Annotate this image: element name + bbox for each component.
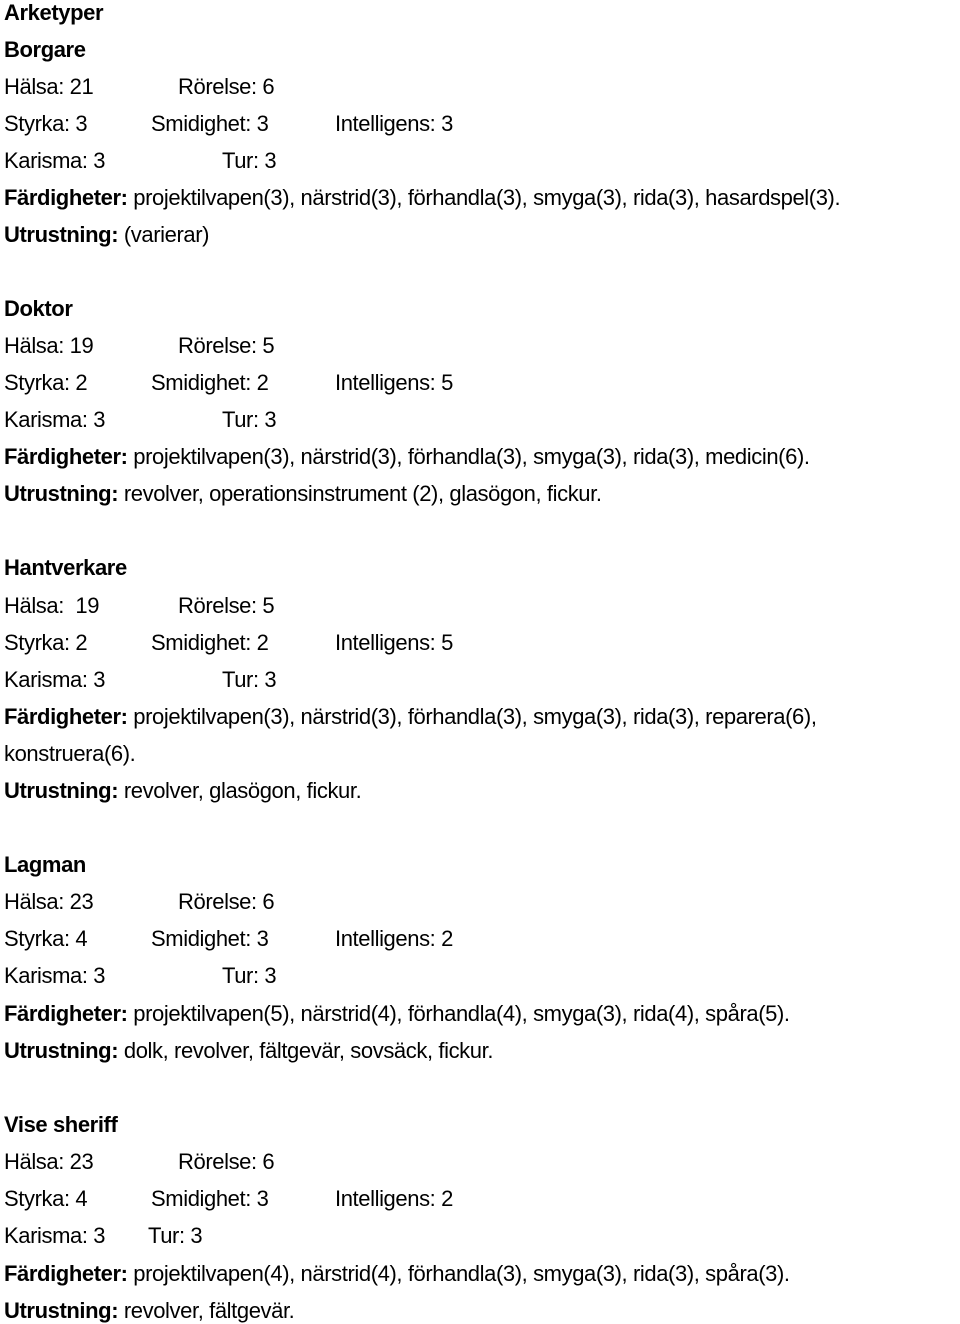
equipment-line [4,1298,294,1324]
equipment-value: revolver, glasögon, fickur. [123,778,362,803]
skills-line [4,704,817,730]
equipment-line [4,222,209,248]
skills-line-cont: konstruera(6). [4,741,136,766]
stats-row-1 [4,593,904,619]
stat-intelligens: Intelligens: 3 [335,111,453,136]
stats-row-1 [4,74,904,100]
stat-rorelse: Rörelse: 6 [178,889,275,914]
stat-tur: Tur: 3 [148,1223,203,1248]
equipment-label: Utrustning: [4,1038,119,1063]
stat-intelligens: Intelligens: 5 [335,630,453,655]
archetype-name: Vise sheriff [4,1112,118,1137]
archetype-name: Doktor [4,296,73,321]
skills-value: projektilvapen(3), närstrid(3), förhandla(3), smyga(3), rida(3), hasardspel(3). [133,185,841,210]
stat-smidighet: Smidighet: 2 [151,630,269,655]
skills-label: Färdigheter: [4,185,128,210]
stat-rorelse: Rörelse: 6 [178,74,275,99]
stat-styrka: Styrka: 2 [4,630,88,655]
equipment-line [4,481,602,507]
equipment-value: revolver, operationsinstrument (2), glasögon, fickur. [123,481,602,506]
skills-value: projektilvapen(3), närstrid(3), förhandla(3), smyga(3), rida(3), reparera(6), [133,704,817,729]
stats-row-2 [4,926,904,952]
stat-smidighet: Smidighet: 3 [151,926,269,951]
equipment-label: Utrustning: [4,778,119,803]
stat-rorelse: Rörelse: 5 [178,593,275,618]
equipment-value: (varierar) [123,222,210,247]
skills-value: projektilvapen(3), närstrid(3), förhandla(3), smyga(3), rida(3), medicin(6). [133,444,810,469]
stats-row-3 [4,963,904,989]
stat-halsa: Hälsa: 23 [4,889,94,914]
stat-intelligens: Intelligens: 2 [335,926,453,951]
stat-rorelse: Rörelse: 5 [178,333,275,358]
stat-smidighet: Smidighet: 3 [151,111,269,136]
skills-label: Färdigheter: [4,1261,128,1286]
equipment-label: Utrustning: [4,222,119,247]
stats-row-2 [4,111,904,137]
stat-halsa: Hälsa: 23 [4,1149,94,1174]
stats-row-1 [4,333,904,359]
stat-smidighet: Smidighet: 2 [151,370,269,395]
stat-styrka: Styrka: 4 [4,926,88,951]
stat-karisma: Karisma: 3 [4,1223,106,1248]
skills-label: Färdigheter: [4,1001,128,1026]
stat-tur: Tur: 3 [222,667,277,692]
skills-line [4,1261,790,1287]
stat-intelligens: Intelligens: 5 [335,370,453,395]
archetype-name: Hantverkare [4,555,127,580]
stat-halsa: Hälsa: 19 [4,593,100,618]
stat-rorelse: Rörelse: 6 [178,1149,275,1174]
stats-row-2 [4,1186,904,1212]
document-title: Arketyper [4,0,104,25]
stats-row-1 [4,889,904,915]
stat-styrka: Styrka: 4 [4,1186,88,1211]
skills-label: Färdigheter: [4,444,128,469]
stat-tur: Tur: 3 [222,963,277,988]
stat-karisma: Karisma: 3 [4,963,106,988]
skills-label: Färdigheter: [4,704,128,729]
stat-intelligens: Intelligens: 2 [335,1186,453,1211]
stats-row-3 [4,148,904,174]
equipment-line [4,1038,493,1064]
equipment-label: Utrustning: [4,481,119,506]
equipment-label: Utrustning: [4,1298,119,1323]
archetype-name: Lagman [4,852,86,877]
stat-styrka: Styrka: 2 [4,370,88,395]
equipment-line [4,778,361,804]
stats-row-3 [4,1223,904,1249]
skills-value: projektilvapen(5), närstrid(4), förhandla(4), smyga(3), rida(4), spåra(5). [133,1001,790,1026]
stat-karisma: Karisma: 3 [4,667,106,692]
skills-line [4,444,810,470]
archetype-name: Borgare [4,37,86,62]
stat-karisma: Karisma: 3 [4,407,106,432]
stat-tur: Tur: 3 [222,407,277,432]
stat-styrka: Styrka: 3 [4,111,88,136]
equipment-value: revolver, fältgevär. [123,1298,295,1323]
stats-row-3 [4,407,904,433]
stat-tur: Tur: 3 [222,148,277,173]
skills-line [4,1001,790,1027]
skills-line [4,185,840,211]
skills-value: projektilvapen(4), närstrid(4), förhandla(3), smyga(3), rida(3), spåra(3). [133,1261,790,1286]
stats-row-2 [4,370,904,396]
stats-row-1 [4,1149,904,1175]
stat-halsa: Hälsa: 21 [4,74,94,99]
stat-smidighet: Smidighet: 3 [151,1186,269,1211]
stat-halsa: Hälsa: 19 [4,333,94,358]
stat-karisma: Karisma: 3 [4,148,106,173]
equipment-value: dolk, revolver, fältgevär, sovsäck, fickur. [123,1038,494,1063]
stats-row-3 [4,667,904,693]
stats-row-2 [4,630,904,656]
